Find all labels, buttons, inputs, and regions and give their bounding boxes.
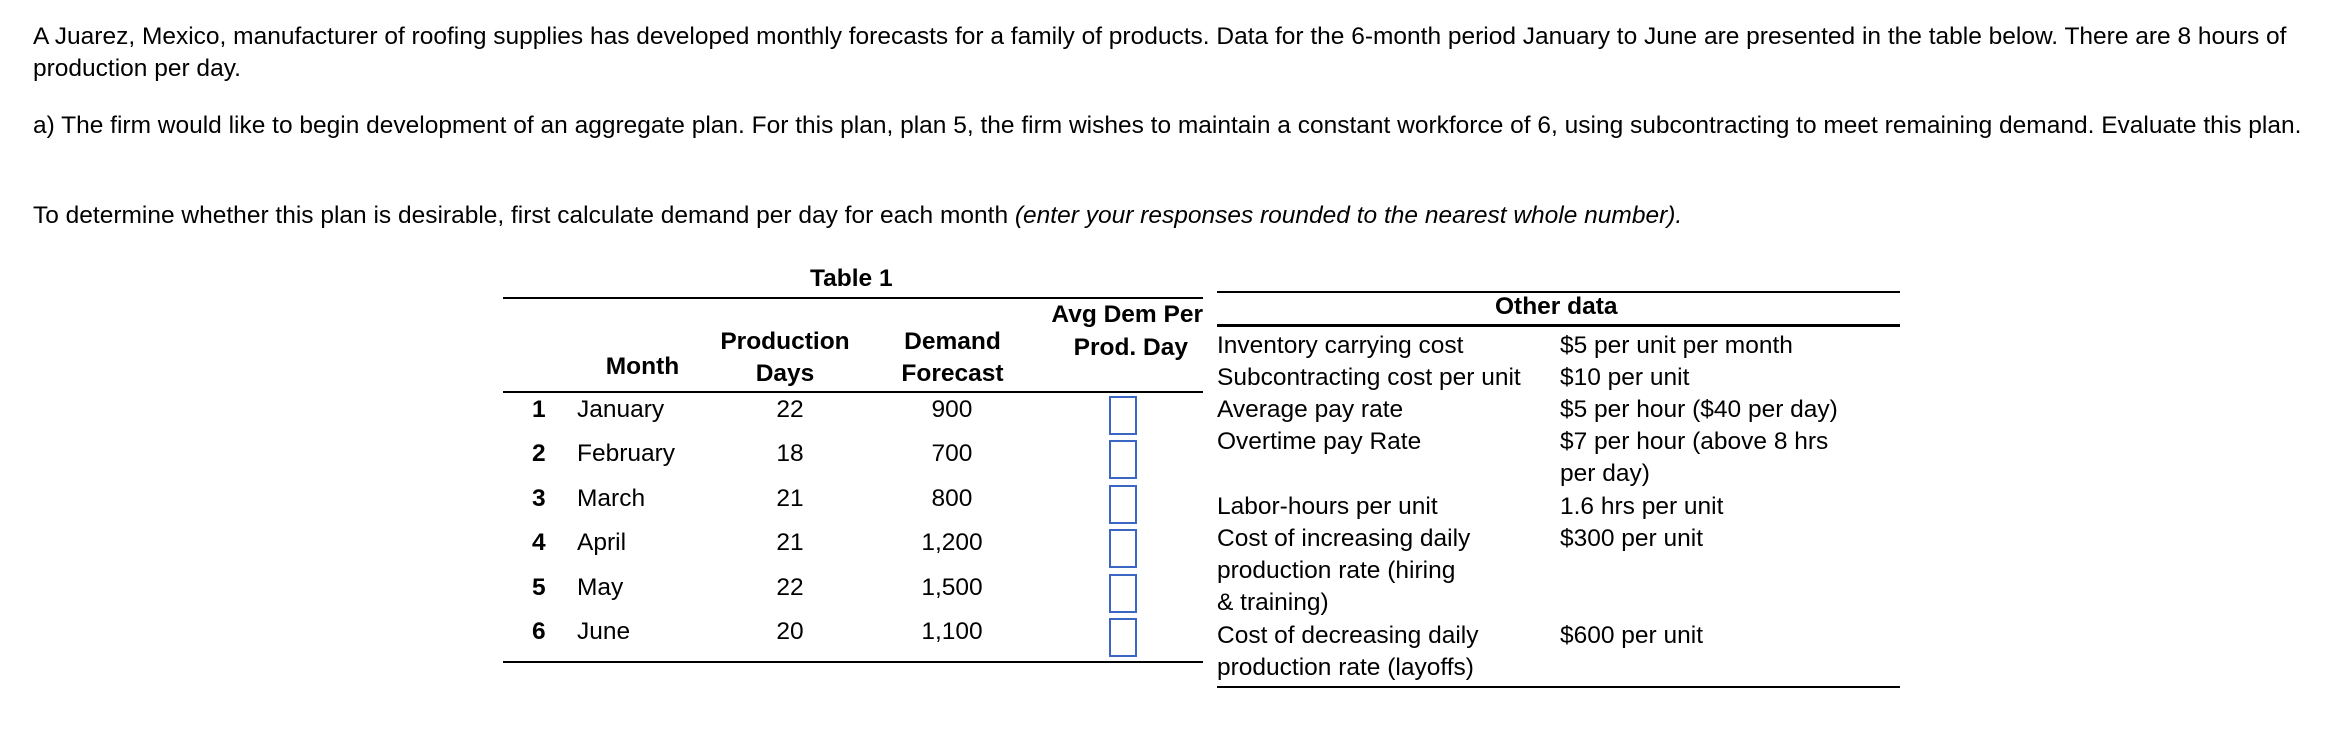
other-data-value: $7 per hour (above 8 hrs [1560,428,1829,455]
row-month: January [577,396,665,423]
avg-demand-input-may[interactable] [1109,574,1137,613]
row-production-days: 22 [776,574,804,601]
row-number: 4 [532,529,546,556]
instruction-text: To determine whether this plan is desirable, first calculate demand per day for each month [33,202,1015,229]
other-data-label: Overtime pay Rate [1217,428,1422,455]
header-month: Month [605,353,680,380]
other-data-label: Subcontracting cost per unit [1217,364,1521,391]
avg-demand-input-march[interactable] [1109,485,1137,524]
row-month: May [577,574,624,601]
other-data-title: Other data [1495,293,1618,320]
row-month: April [577,529,627,556]
other-data-label: Inventory carrying cost [1217,332,1464,359]
header-avg-demand-line2: Prod. Day [1073,334,1188,361]
row-number: 2 [532,440,546,467]
row-demand-forecast: 800 [931,485,973,512]
row-month: March [577,485,646,512]
row-demand-forecast: 700 [931,440,973,467]
row-production-days: 21 [776,529,804,556]
row-demand-forecast: 1,500 [921,574,983,601]
avg-demand-input-january[interactable] [1109,396,1137,435]
row-number: 6 [532,618,546,645]
row-number: 5 [532,574,546,601]
header-production-days-line2: Days [755,360,815,387]
header-avg-demand-line1: Avg Dem Per [1051,301,1203,328]
other-data-label: production rate (hiring [1217,557,1456,584]
other-data-label: & training) [1217,589,1329,616]
row-number: 3 [532,485,546,512]
row-number: 1 [532,396,546,423]
problem-paragraph-intro: A Juarez, Mexico, manufacturer of roofing supplies has developed monthly forecasts for a family of products. Data for the 6-month period January to June are presented in the table below. There are 8 hours of production per day. [33,23,2287,82]
row-month: February [577,440,676,467]
row-production-days: 18 [776,440,804,467]
table1-bottom-rule [503,661,1203,663]
other-data-value: $300 per unit [1560,525,1704,552]
header-production-days-line1: Production [720,328,850,355]
row-demand-forecast: 900 [931,396,973,423]
avg-demand-input-june[interactable] [1109,618,1137,657]
header-demand-forecast-line1: Demand [904,328,1001,355]
table1-title: Table 1 [810,265,893,292]
other-data-label: Cost of decreasing daily [1217,622,1479,649]
instruction-rounding-note: (enter your responses rounded to the nearest whole number). [1014,202,1683,229]
problem-paragraph-instructions [33,200,2328,232]
other-data-label: production rate (layoffs) [1217,654,1474,681]
row-production-days: 20 [776,618,804,645]
row-demand-forecast: 1,200 [921,529,983,556]
table1-header-rule [503,391,1203,393]
other-data-header-rule [1217,324,1900,327]
row-production-days: 21 [776,485,804,512]
other-data-value: $600 per unit [1560,622,1704,649]
other-data-value: per day) [1560,460,1650,487]
row-demand-forecast: 1,100 [921,618,983,645]
other-data-value: $5 per unit per month [1560,332,1793,359]
other-data-value: $5 per hour ($40 per day) [1560,396,1838,423]
header-demand-forecast-line2: Forecast [901,360,1004,387]
other-data-label: Labor-hours per unit [1217,493,1438,520]
problem-paragraph-part-a: a) The firm would like to begin development of an aggregate plan. For this plan, plan 5, the firm wishes to maintain a constant workforce of 6, using subcontracting to meet remaining demand. Evaluate this plan. [33,112,2302,139]
other-data-label: Average pay rate [1217,396,1404,423]
other-data-bottom-rule [1217,686,1900,688]
row-month: June [577,618,631,645]
other-data-value: $10 per unit [1560,364,1690,391]
other-data-label: Cost of increasing daily [1217,525,1471,552]
row-production-days: 22 [776,396,804,423]
other-data-value: 1.6 hrs per unit [1560,493,1724,520]
avg-demand-input-april[interactable] [1109,529,1137,568]
avg-demand-input-february[interactable] [1109,440,1137,479]
